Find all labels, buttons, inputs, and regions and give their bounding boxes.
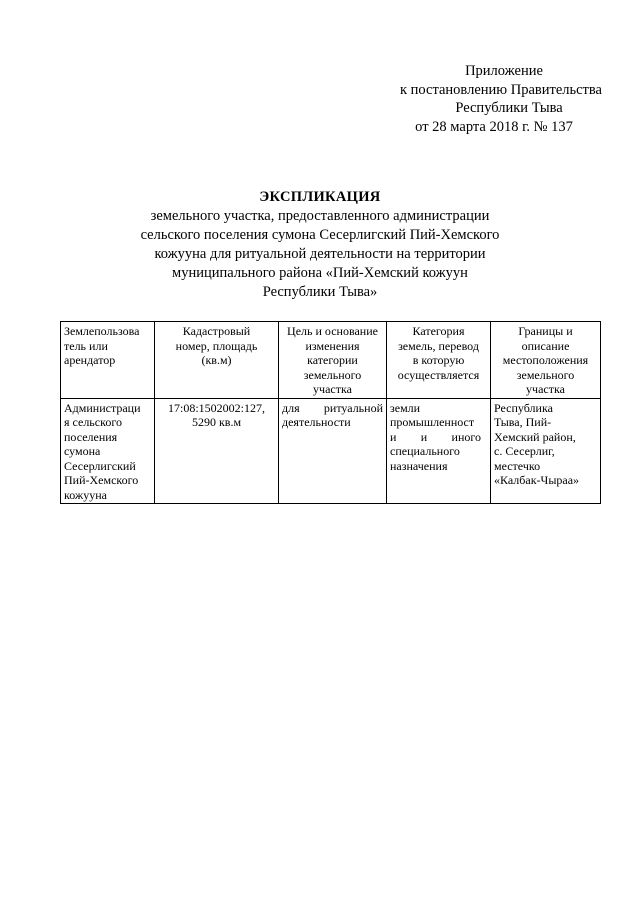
appendix-label: Приложение	[465, 63, 543, 79]
header-location: Границы и описание местоположения земельного участка	[491, 322, 601, 399]
title-line: кожууна для ритуальной деятельности на территории	[154, 246, 486, 262]
appendix-date-number: от 28 марта 2018 г. № 137	[415, 118, 573, 135]
explication-table	[60, 321, 601, 504]
title-line: Республики Тыва»	[262, 284, 378, 300]
title-heading: ЭКСПЛИКАЦИЯ	[259, 189, 381, 205]
document-title	[110, 188, 530, 302]
appendix-resolution: к постановлению Правительства	[400, 81, 602, 98]
cell-user: Администраци я сельского поселения сумона Сесерлигский Пий-Хемского кожууна	[61, 398, 155, 504]
cell-cadastral: 17:08:1502002:127, 5290 кв.м	[155, 398, 279, 504]
title-line: муниципального района «Пий-Хемский кожуун	[172, 265, 468, 281]
header-cadastral: Кадастровый номер, площадь (кв.м)	[155, 322, 279, 399]
header-user: Землепользова тель или арендатор	[61, 322, 155, 399]
cell-purpose: для ритуальной деятельности	[279, 398, 387, 504]
cell-location: Республика Тыва, Пий- Хемский район, с. Сесерлиг, местечко «Калбак-Чыраа»	[491, 398, 601, 504]
appendix-block	[392, 62, 602, 136]
title-line: сельского поселения сумона Сесерлигский Пий-Хемского	[140, 227, 500, 243]
title-line: земельного участка, предоставленного администрации	[150, 208, 490, 224]
table-header-row	[61, 322, 601, 399]
appendix-republic: Республики Тыва	[455, 100, 563, 116]
header-purpose: Цель и основание изменения категории земельного участка	[279, 322, 387, 399]
cell-category: земли промышленност и и иного специального назначения	[387, 398, 491, 504]
table-row	[61, 398, 601, 504]
header-category: Категория земель, перевод в которую осуществляется	[387, 322, 491, 399]
